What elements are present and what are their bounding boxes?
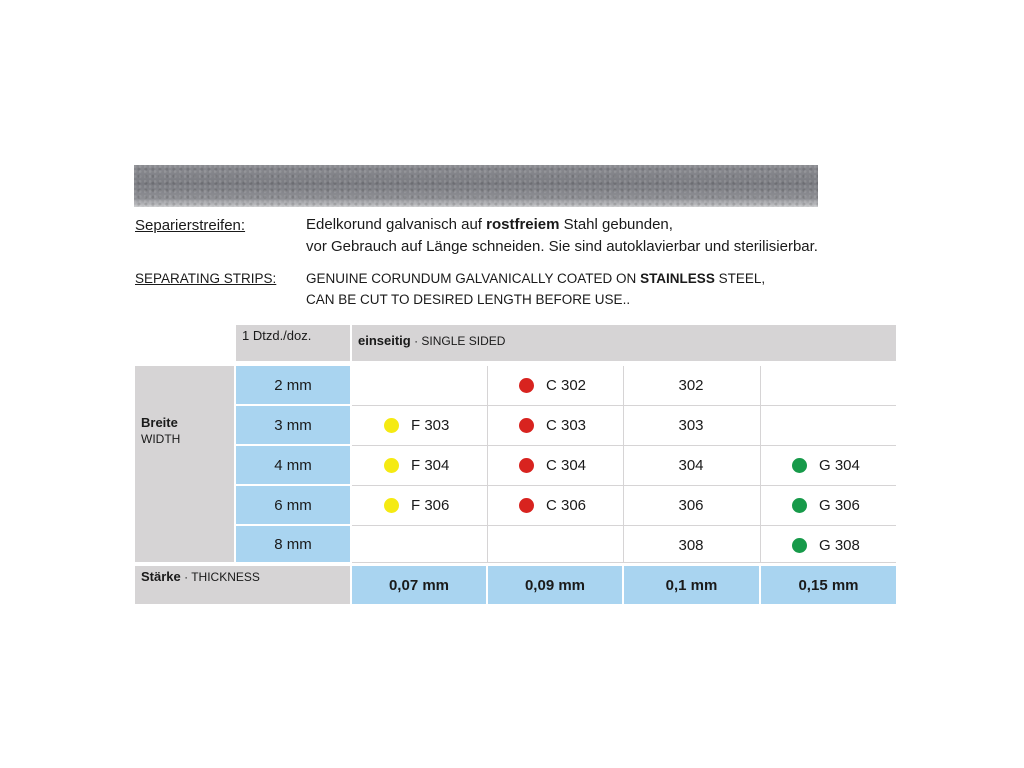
product-g-308: G 308: [792, 525, 860, 565]
yellow-dot-icon: [384, 458, 399, 473]
width-cell: 4 mm: [236, 446, 350, 484]
thickness-label: Stärke · THICKNESS: [135, 566, 350, 604]
product-g-304: G 304: [792, 445, 860, 485]
product-306: 306: [678, 496, 704, 514]
width-cell: 6 mm: [236, 486, 350, 524]
product-c-302: C 302: [519, 365, 586, 405]
product-f-306: F 306: [384, 485, 449, 525]
product-c-304: C 304: [519, 445, 586, 485]
red-dot-icon: [519, 418, 534, 433]
red-dot-icon: [519, 458, 534, 473]
green-dot-icon: [792, 458, 807, 473]
header-sided: einseitig · SINGLE SIDED: [352, 325, 896, 361]
yellow-dot-icon: [384, 418, 399, 433]
product-c-303: C 303: [519, 405, 586, 445]
description-en: GENUINE CORUNDUM GALVANICALLY COATED ON STAINLESS STEEL, CAN BE CUT TO DESIRED LENGTH BEFORE USE..: [306, 271, 766, 307]
label-de: Separierstreifen:: [135, 217, 246, 234]
red-dot-icon: [519, 378, 534, 393]
green-dot-icon: [792, 538, 807, 553]
thickness-cell: 0,07 mm: [352, 566, 486, 604]
separating-strip-image: [134, 165, 818, 207]
label-en: SEPARATING STRIPS:: [135, 271, 277, 286]
product-308: 308: [678, 536, 704, 554]
product-304: 304: [678, 456, 704, 474]
green-dot-icon: [792, 498, 807, 513]
red-dot-icon: [519, 498, 534, 513]
width-cell: 3 mm: [236, 406, 350, 444]
header-qty: 1 Dtzd./doz.: [236, 325, 350, 361]
thickness-cell: 0,15 mm: [761, 566, 896, 604]
product-302: 302: [678, 376, 704, 394]
product-303: 303: [678, 416, 704, 434]
product-c-306: C 306: [519, 485, 586, 525]
yellow-dot-icon: [384, 498, 399, 513]
width-label: Breite WIDTH: [135, 366, 234, 562]
width-cell: 8 mm: [236, 526, 350, 562]
product-f-303: F 303: [384, 405, 449, 445]
thickness-cell: 0,1 mm: [624, 566, 759, 604]
product-f-304: F 304: [384, 445, 449, 485]
description-de: Edelkorund galvanisch auf rostfreiem Stahl gebunden, vor Gebrauch auf Länge schneiden. Sie sind autoklavierbar und sterilisierbar.: [306, 216, 818, 255]
width-cell: 2 mm: [236, 366, 350, 404]
product-g-306: G 306: [792, 485, 860, 525]
thickness-cell: 0,09 mm: [488, 566, 622, 604]
